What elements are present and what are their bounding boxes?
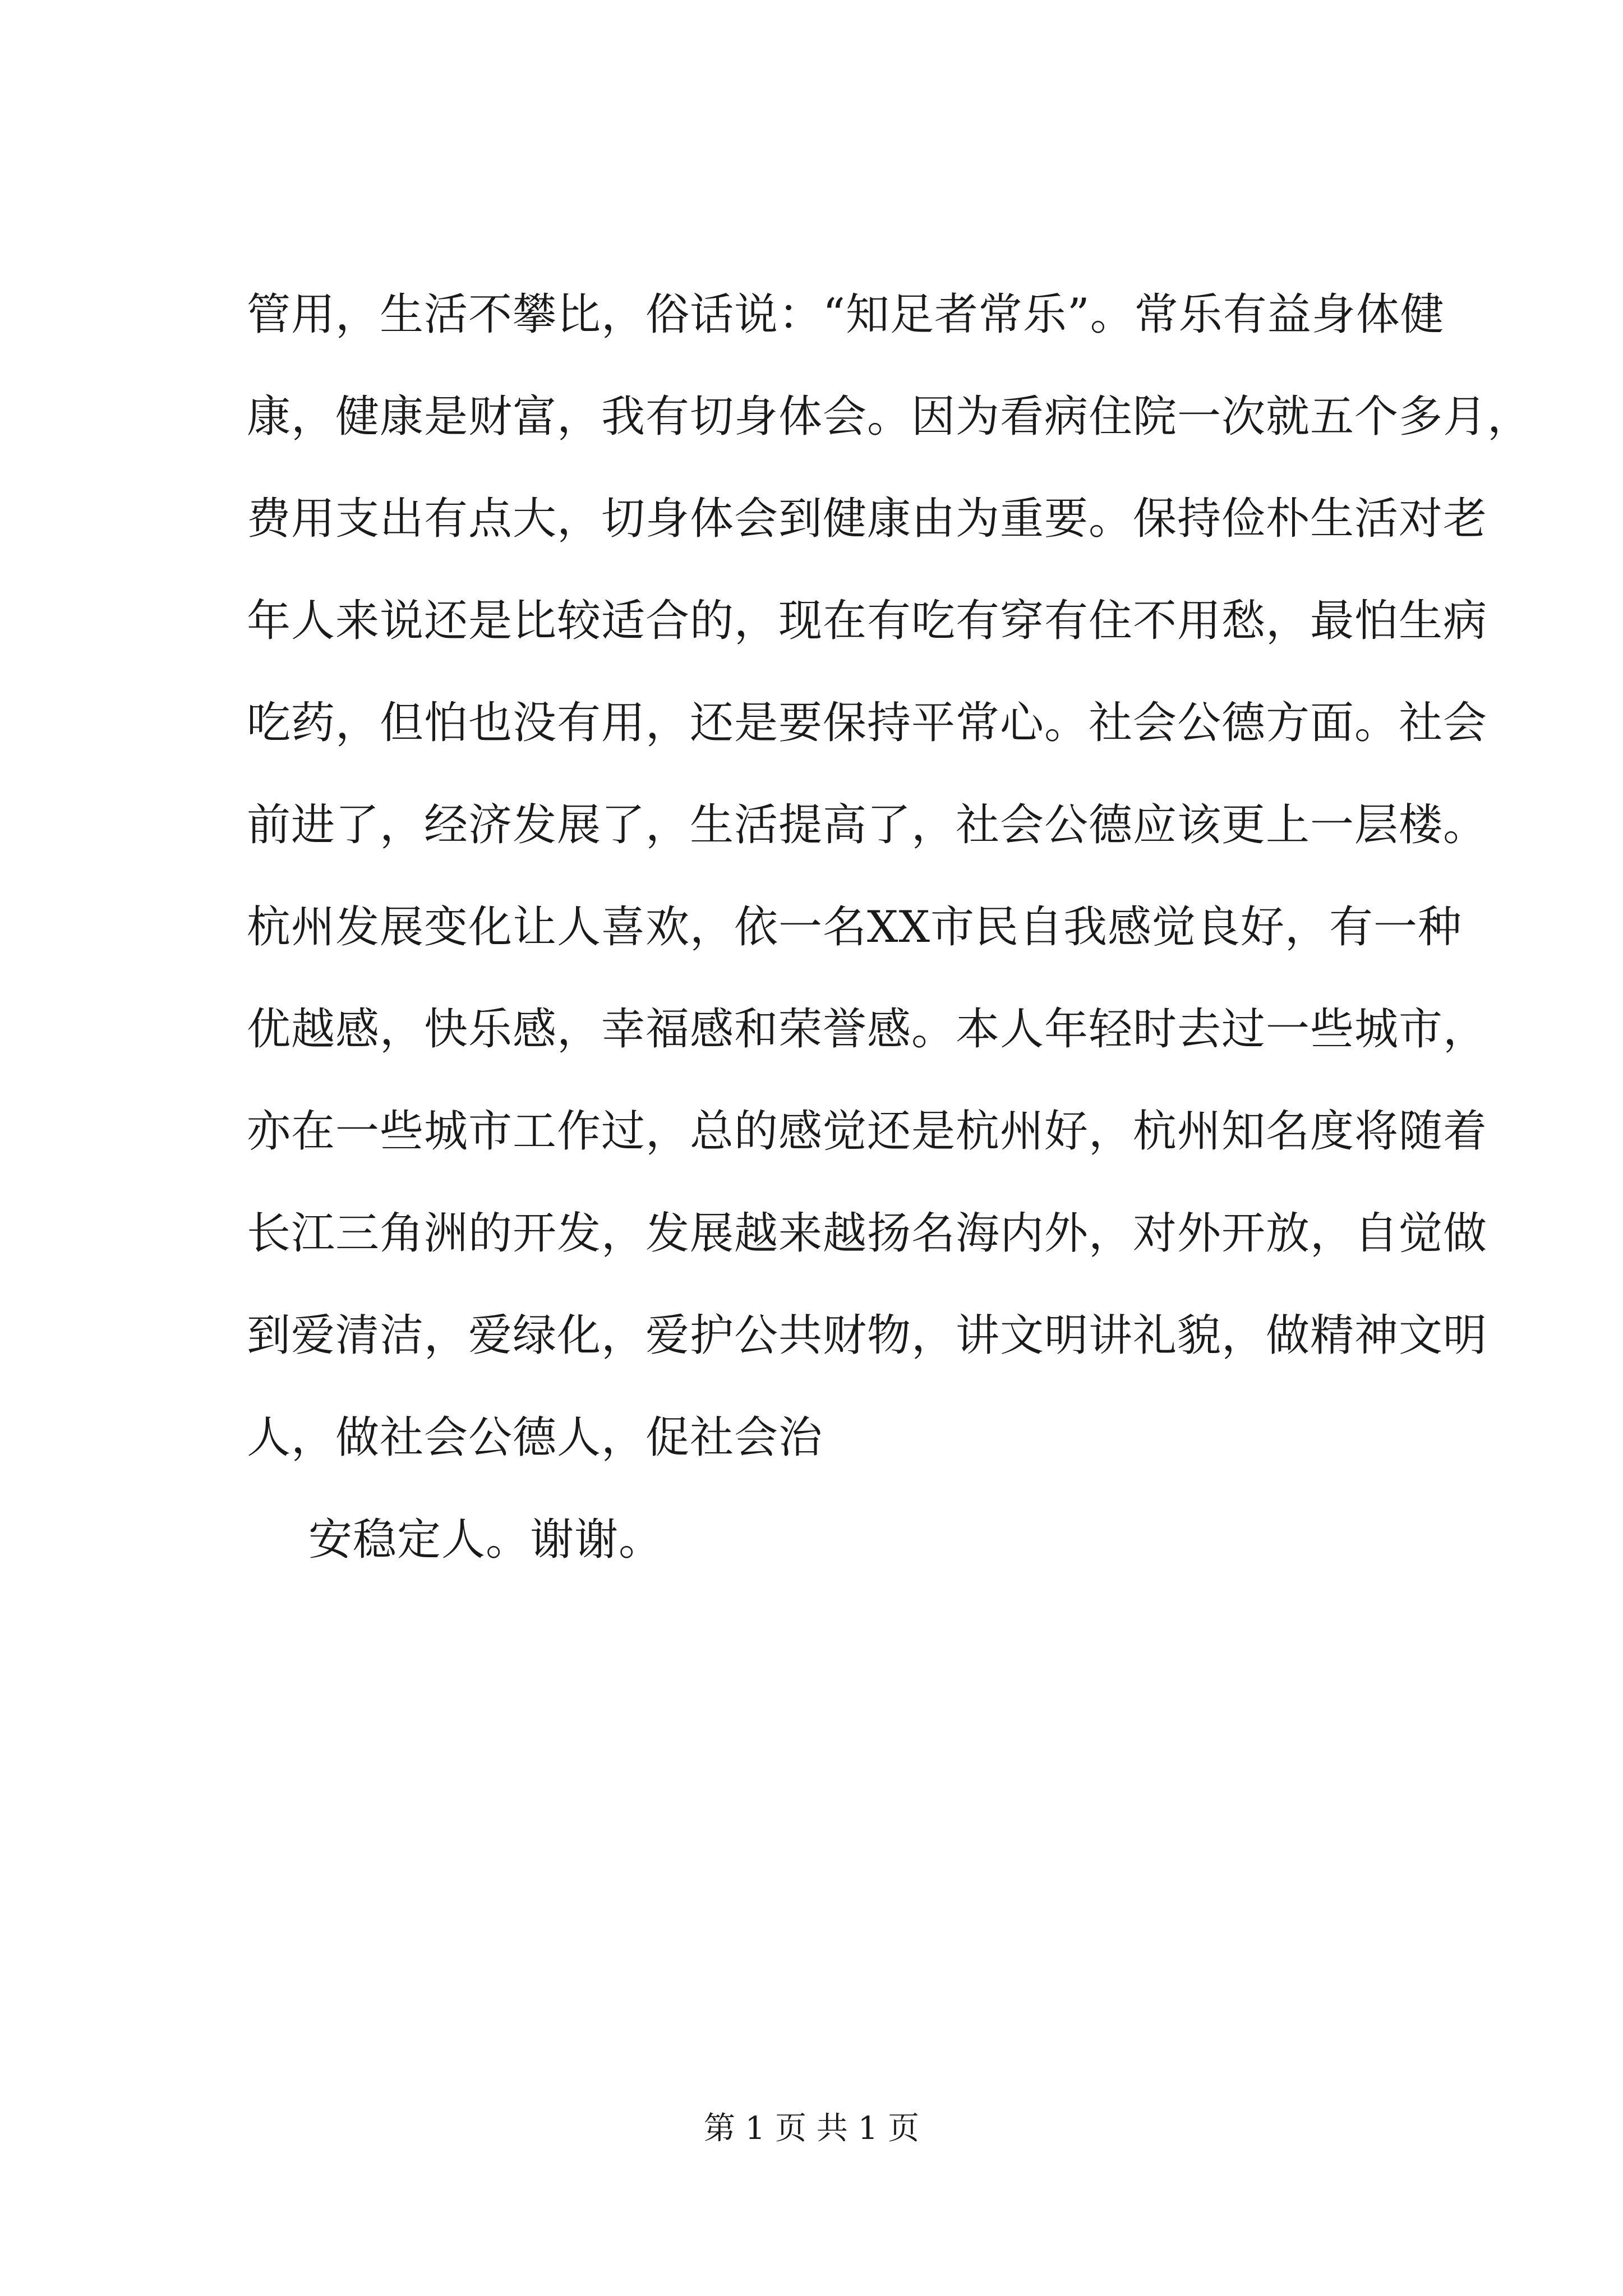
text-line: 长江三角洲的开发，发展越来越扬名海内外，对外开放，自觉做 [247,1208,1488,1259]
text-line: 康，健康是财富，我有切身体会。因为看病住院一次就五个多月， [247,392,1532,442]
text-line: 亦在一些城市工作过，总的感觉还是杭州好，杭州知名度将随着 [247,1106,1488,1157]
text-line: 吃药，但怕也没有用，还是要保持平常心。社会公德方面。社会 [247,698,1488,748]
text-line: 人，做社会公德人，促社会治 [247,1412,823,1463]
text-line: 年人来说还是比较适合的，现在有吃有穿有住不用愁，最怕生病 [247,596,1488,646]
page-number-label: 第 1 页 共 1 页 [703,2110,920,2147]
text-line: 杭州发展变化让人喜欢，依一名XX市民自我感觉良好，有一种 [247,902,1463,953]
text-line: 管用，生活不攀比，俗话说：“知足者常乐”。常乐有益身体健 [247,289,1445,340]
closing-line: 安稳定人。谢谢。 [308,1515,663,1565]
text-line: 到爱清洁，爱绿化，爱护公共财物，讲文明讲礼貌，做精神文明 [247,1310,1488,1361]
text-line: 前进了，经济发展了，生活提高了，社会公德应该更上一层楼。 [247,800,1488,850]
body-text [247,264,1532,1591]
page-footer [0,2106,1623,2151]
text-line: 优越感，快乐感，幸福感和荣誉感。本人年轻时去过一些城市， [247,1004,1488,1055]
text-line: 费用支出有点大，切身体会到健康由为重要。保持俭朴生活对老 [247,494,1488,544]
